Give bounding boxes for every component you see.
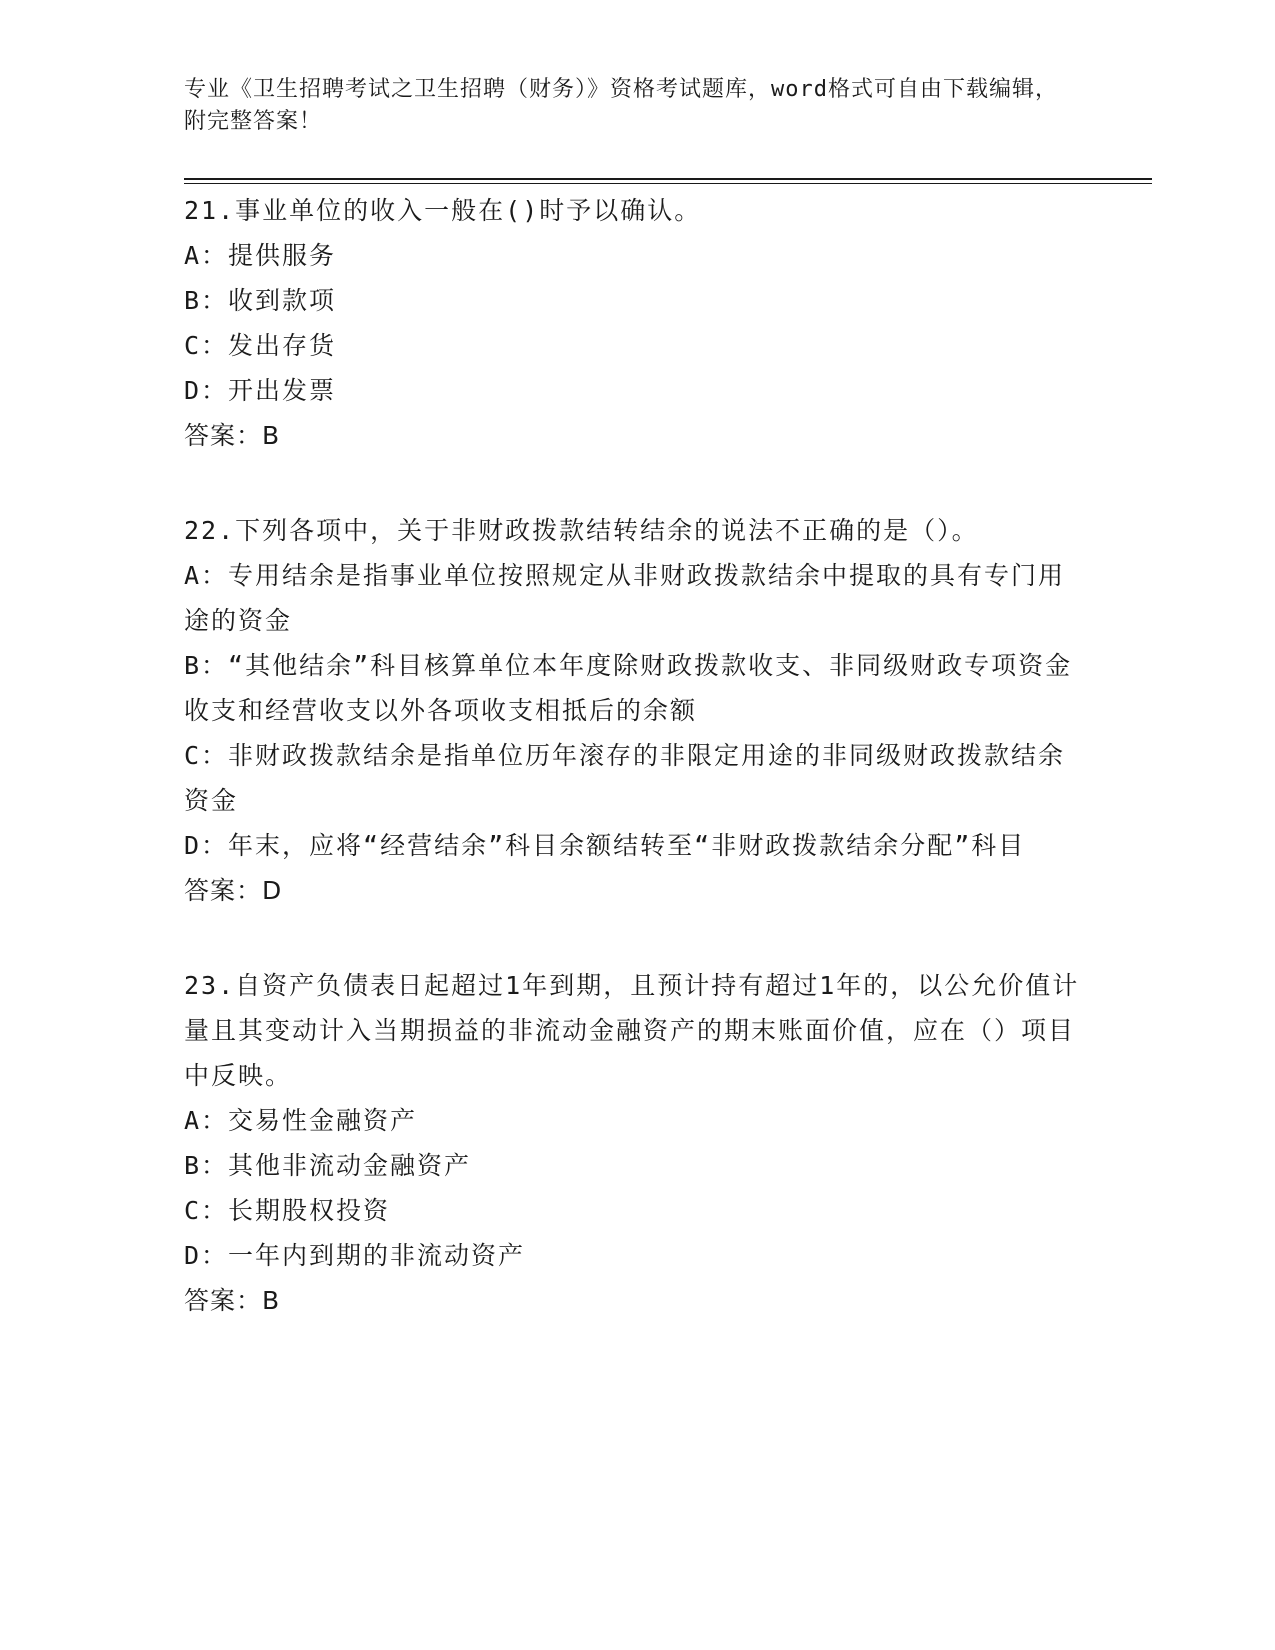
option-d: D：开出发票 [184,376,337,405]
question-stem: 23.自资产负债表日起超过1年到期，且预计持有超过1年的，以公允价值计量且其变动计入当期损益的非流动金融资产的期末账面价值，应在（）项目中反映。 [184,971,1080,1090]
option-c: C：长期股权投资 [184,1196,391,1225]
document-header: 专业《卫生招聘考试之卫生招聘（财务）》资格考试题库，word格式可自由下载编辑，附完整答案！ [184,77,1058,134]
option-c: C：发出存货 [184,331,337,360]
option-a: A：专用结余是指事业单位按照规定从非财政拨款结余中提取的具有专门用途的资金 [184,561,1066,635]
header-divider-thin [184,183,1152,184]
header-divider-thick [184,178,1152,180]
option-d: D：一年内到期的非流动资产 [184,1241,526,1270]
question-stem: 21.事业单位的收入一般在()时予以确认。 [184,196,702,225]
option-a: A：交易性金融资产 [184,1106,418,1135]
question-stem: 22.下列各项中，关于非财政拨款结转结余的说法不正确的是（）。 [184,516,979,545]
option-b: B：“其他结余”科目核算单位本年度除财政拨款收支、非同级财政专项资金收支和经营收支以外各项收支相抵后的余额 [184,651,1073,725]
answer-label: 答案：B [184,1286,281,1315]
option-c: C：非财政拨款结余是指单位历年滚存的非限定用途的非同级财政拨款结余资金 [184,741,1066,815]
answer-label: 答案：D [184,876,283,905]
option-a: A：提供服务 [184,241,337,270]
question-22 [184,508,1084,913]
answer-label: 答案：B [184,421,281,450]
question-list [184,188,1084,1373]
question-23 [184,963,1084,1323]
option-d: D：年末，应将“经营结余”科目余额结转至“非财政拨款结余分配”科目 [184,831,1026,860]
option-b: B：收到款项 [184,286,337,315]
option-b: B：其他非流动金融资产 [184,1151,472,1180]
question-21 [184,188,1084,458]
